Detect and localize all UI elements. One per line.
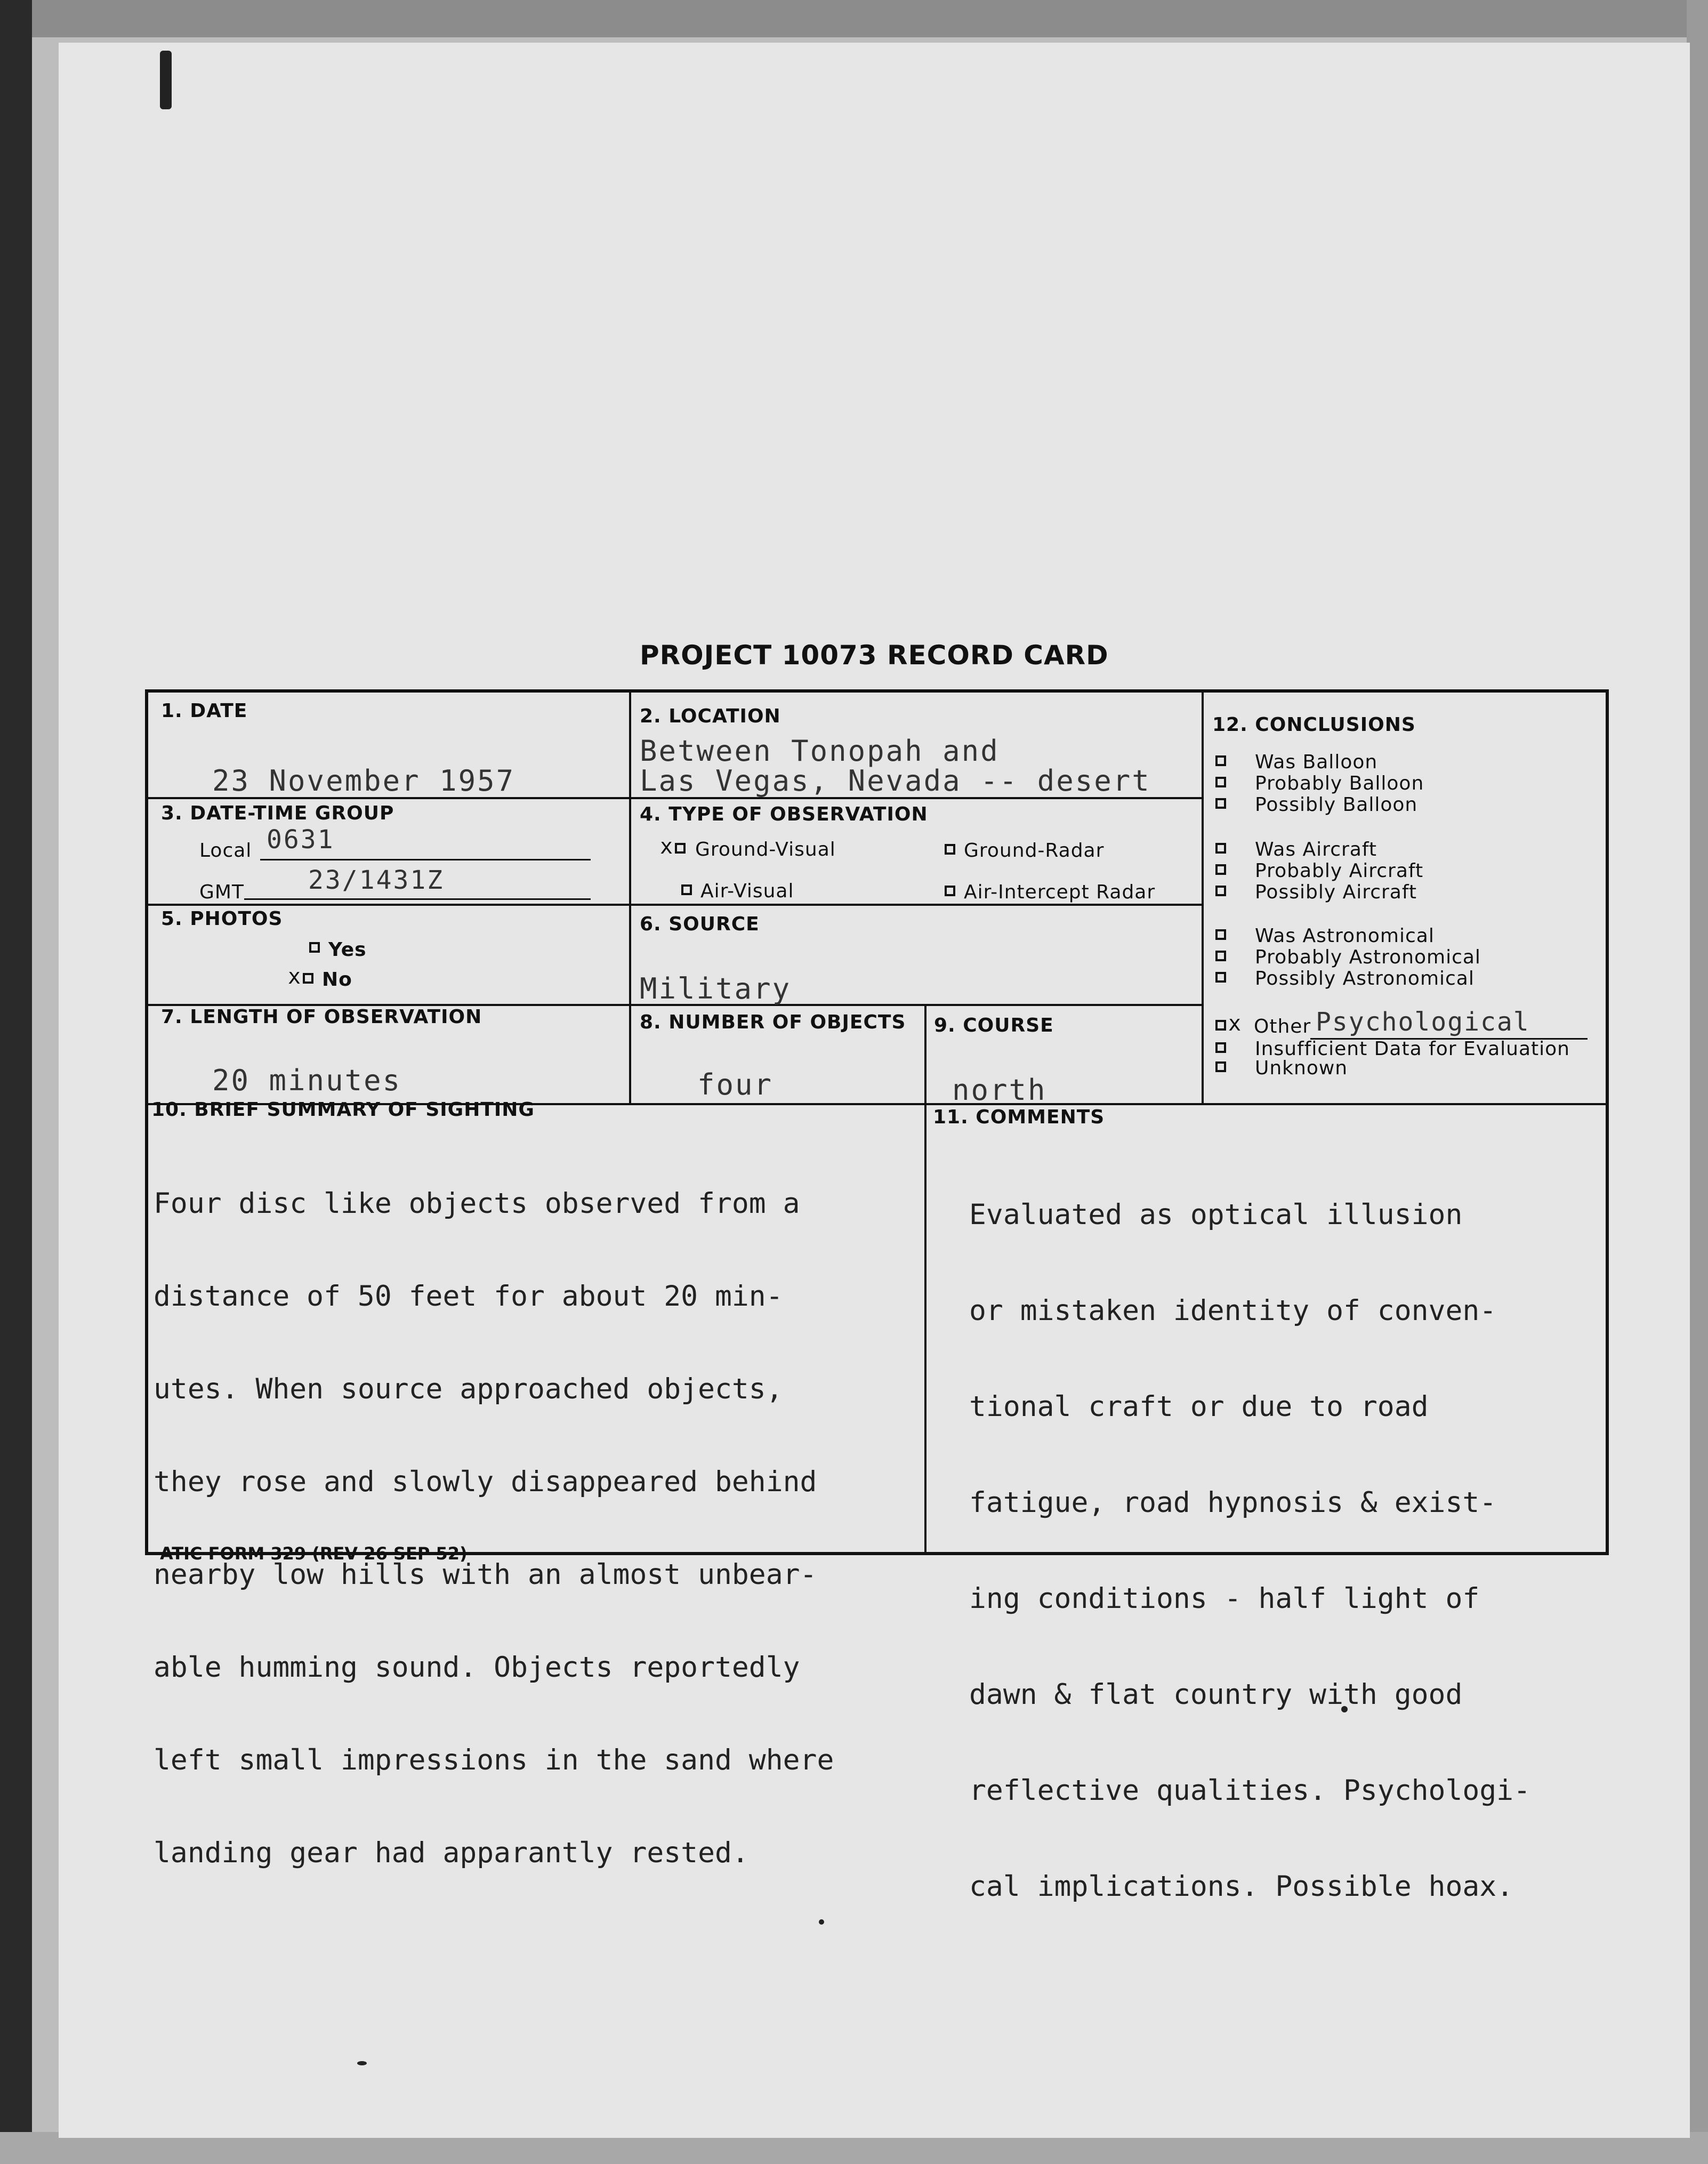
ground-radar-option: Ground-Radar bbox=[964, 840, 1105, 862]
scan-border-top bbox=[0, 0, 1708, 37]
local-value: 0631 bbox=[267, 825, 335, 855]
comments-line: dawn & flat country with good bbox=[969, 1678, 1463, 1711]
air-visual-checkbox[interactable] bbox=[681, 884, 692, 895]
other-checkbox[interactable] bbox=[1215, 1020, 1226, 1031]
record-card bbox=[145, 689, 1609, 1903]
number-of-objects-value: four bbox=[697, 1068, 774, 1101]
summary-line: utes. When source approached objects, bbox=[154, 1373, 783, 1405]
length-of-observation-label: 7. LENGTH OF OBSERVATION bbox=[161, 1006, 482, 1028]
comments-text bbox=[969, 1135, 1530, 1967]
summary-label: 10. BRIEF SUMMARY OF SIGHTING bbox=[151, 1099, 535, 1121]
comments-label: 11. COMMENTS bbox=[933, 1106, 1105, 1128]
was-astronomical-option: Was Astronomical bbox=[1255, 925, 1435, 947]
divider bbox=[148, 904, 1203, 906]
possibly-astronomical-checkbox[interactable] bbox=[1215, 972, 1226, 983]
comments-line: tional craft or due to road bbox=[969, 1390, 1429, 1423]
unknown-checkbox[interactable] bbox=[1215, 1061, 1226, 1072]
summary-text bbox=[154, 1127, 834, 1930]
summary-line: Four disc like objects observed from a bbox=[154, 1187, 800, 1220]
photos-yes-checkbox[interactable] bbox=[309, 942, 320, 953]
probably-aircraft-checkbox[interactable] bbox=[1215, 864, 1226, 875]
divider bbox=[1202, 693, 1204, 1103]
insufficient-data-checkbox[interactable] bbox=[1215, 1042, 1226, 1053]
was-astronomical-checkbox[interactable] bbox=[1215, 929, 1226, 940]
local-underline bbox=[260, 859, 591, 860]
source-label: 6. SOURCE bbox=[640, 913, 760, 935]
air-intercept-radar-option: Air-Intercept Radar bbox=[964, 881, 1156, 903]
course-value: north bbox=[952, 1073, 1047, 1107]
other-value: Psychological bbox=[1316, 1007, 1530, 1037]
gmt-underline bbox=[244, 898, 591, 900]
location-line1: Between Tonopah and bbox=[640, 734, 1000, 768]
card-title: PROJECT 10073 RECORD CARD bbox=[640, 640, 1109, 671]
scan-border-right bbox=[1687, 0, 1708, 2164]
type-of-observation-label: 4. TYPE OF OBSERVATION bbox=[640, 803, 928, 825]
photos-yes-option: Yes bbox=[328, 939, 367, 961]
divider bbox=[629, 693, 631, 1103]
local-label: Local bbox=[199, 840, 252, 862]
scan-border-left bbox=[0, 0, 32, 2164]
course-label: 9. COURSE bbox=[934, 1015, 1054, 1036]
insufficient-data-option: Insufficient Data for Evaluation bbox=[1255, 1038, 1570, 1060]
comments-line: ing conditions - half light of bbox=[969, 1582, 1480, 1615]
ground-visual-checkbox[interactable] bbox=[675, 843, 686, 854]
was-aircraft-checkbox[interactable] bbox=[1215, 843, 1226, 854]
comments-line: Evaluated as optical illusion bbox=[969, 1198, 1463, 1231]
probably-aircraft-option: Probably Aircraft bbox=[1255, 860, 1424, 882]
ground-radar-checkbox[interactable] bbox=[945, 844, 955, 855]
summary-line: able humming sound. Objects reportedly bbox=[154, 1651, 800, 1684]
gmt-label: GMT bbox=[199, 881, 244, 903]
comments-line: reflective qualities. Psychologi- bbox=[969, 1774, 1530, 1807]
photos-no-checkbox[interactable] bbox=[303, 973, 313, 984]
date-label: 1. DATE bbox=[161, 700, 248, 722]
summary-line: left small impressions in the sand where bbox=[154, 1744, 834, 1776]
unknown-option: Unknown bbox=[1255, 1057, 1348, 1079]
ground-visual-option: Ground-Visual bbox=[695, 839, 836, 860]
source-value: Military bbox=[640, 972, 792, 1005]
possibly-balloon-checkbox[interactable] bbox=[1215, 798, 1226, 809]
scan-speck bbox=[357, 2061, 367, 2065]
number-of-objects-label: 8. NUMBER OF OBJECTS bbox=[640, 1011, 906, 1033]
location-label: 2. LOCATION bbox=[640, 705, 781, 727]
other-option: Other bbox=[1254, 1016, 1311, 1037]
summary-line: nearby low hills with an almost unbear- bbox=[154, 1558, 817, 1591]
length-of-observation-value: 20 minutes bbox=[212, 1064, 402, 1097]
conclusions-label: 12. CONCLUSIONS bbox=[1212, 714, 1416, 736]
date-time-group-label: 3. DATE-TIME GROUP bbox=[161, 802, 394, 824]
summary-line: distance of 50 feet for about 20 min- bbox=[154, 1280, 783, 1313]
divider bbox=[924, 1004, 926, 1553]
probably-astronomical-option: Probably Astronomical bbox=[1255, 946, 1481, 968]
date-value: 23 November 1957 bbox=[212, 764, 515, 798]
probably-balloon-option: Probably Balloon bbox=[1255, 773, 1424, 794]
summary-line: landing gear had apparantly rested. bbox=[154, 1837, 749, 1869]
air-visual-option: Air-Visual bbox=[700, 880, 794, 902]
photos-no-option: No bbox=[322, 969, 352, 991]
possibly-aircraft-checkbox[interactable] bbox=[1215, 886, 1226, 896]
probably-astronomical-checkbox[interactable] bbox=[1215, 951, 1226, 961]
photos-label: 5. PHOTOS bbox=[161, 908, 283, 930]
air-intercept-radar-checkbox[interactable] bbox=[945, 886, 955, 896]
comments-line: or mistaken identity of conven- bbox=[969, 1294, 1497, 1327]
form-footer: ATIC FORM 329 (REV 26 SEP 52) bbox=[160, 1543, 468, 1564]
probably-balloon-checkbox[interactable] bbox=[1215, 777, 1226, 787]
was-aircraft-option: Was Aircraft bbox=[1255, 839, 1377, 860]
comments-line: cal implications. Possible hoax. bbox=[969, 1870, 1514, 1903]
location-line2: Las Vegas, Nevada -- desert bbox=[640, 764, 1151, 798]
was-balloon-checkbox[interactable] bbox=[1215, 755, 1226, 766]
possibly-astronomical-option: Possibly Astronomical bbox=[1255, 968, 1475, 990]
possibly-balloon-option: Possibly Balloon bbox=[1255, 794, 1418, 816]
other-check-mark: x bbox=[1228, 1011, 1242, 1036]
photos-no-check-mark: x bbox=[288, 964, 301, 989]
ground-visual-check-mark: x bbox=[660, 834, 673, 859]
comments-line: fatigue, road hypnosis & exist- bbox=[969, 1486, 1497, 1519]
gmt-value: 23/1431Z bbox=[308, 865, 445, 895]
summary-line: they rose and slowly disappeared behind bbox=[154, 1466, 817, 1498]
possibly-aircraft-option: Possibly Aircraft bbox=[1255, 881, 1417, 903]
was-balloon-option: Was Balloon bbox=[1255, 751, 1378, 773]
scan-speck bbox=[160, 51, 172, 109]
